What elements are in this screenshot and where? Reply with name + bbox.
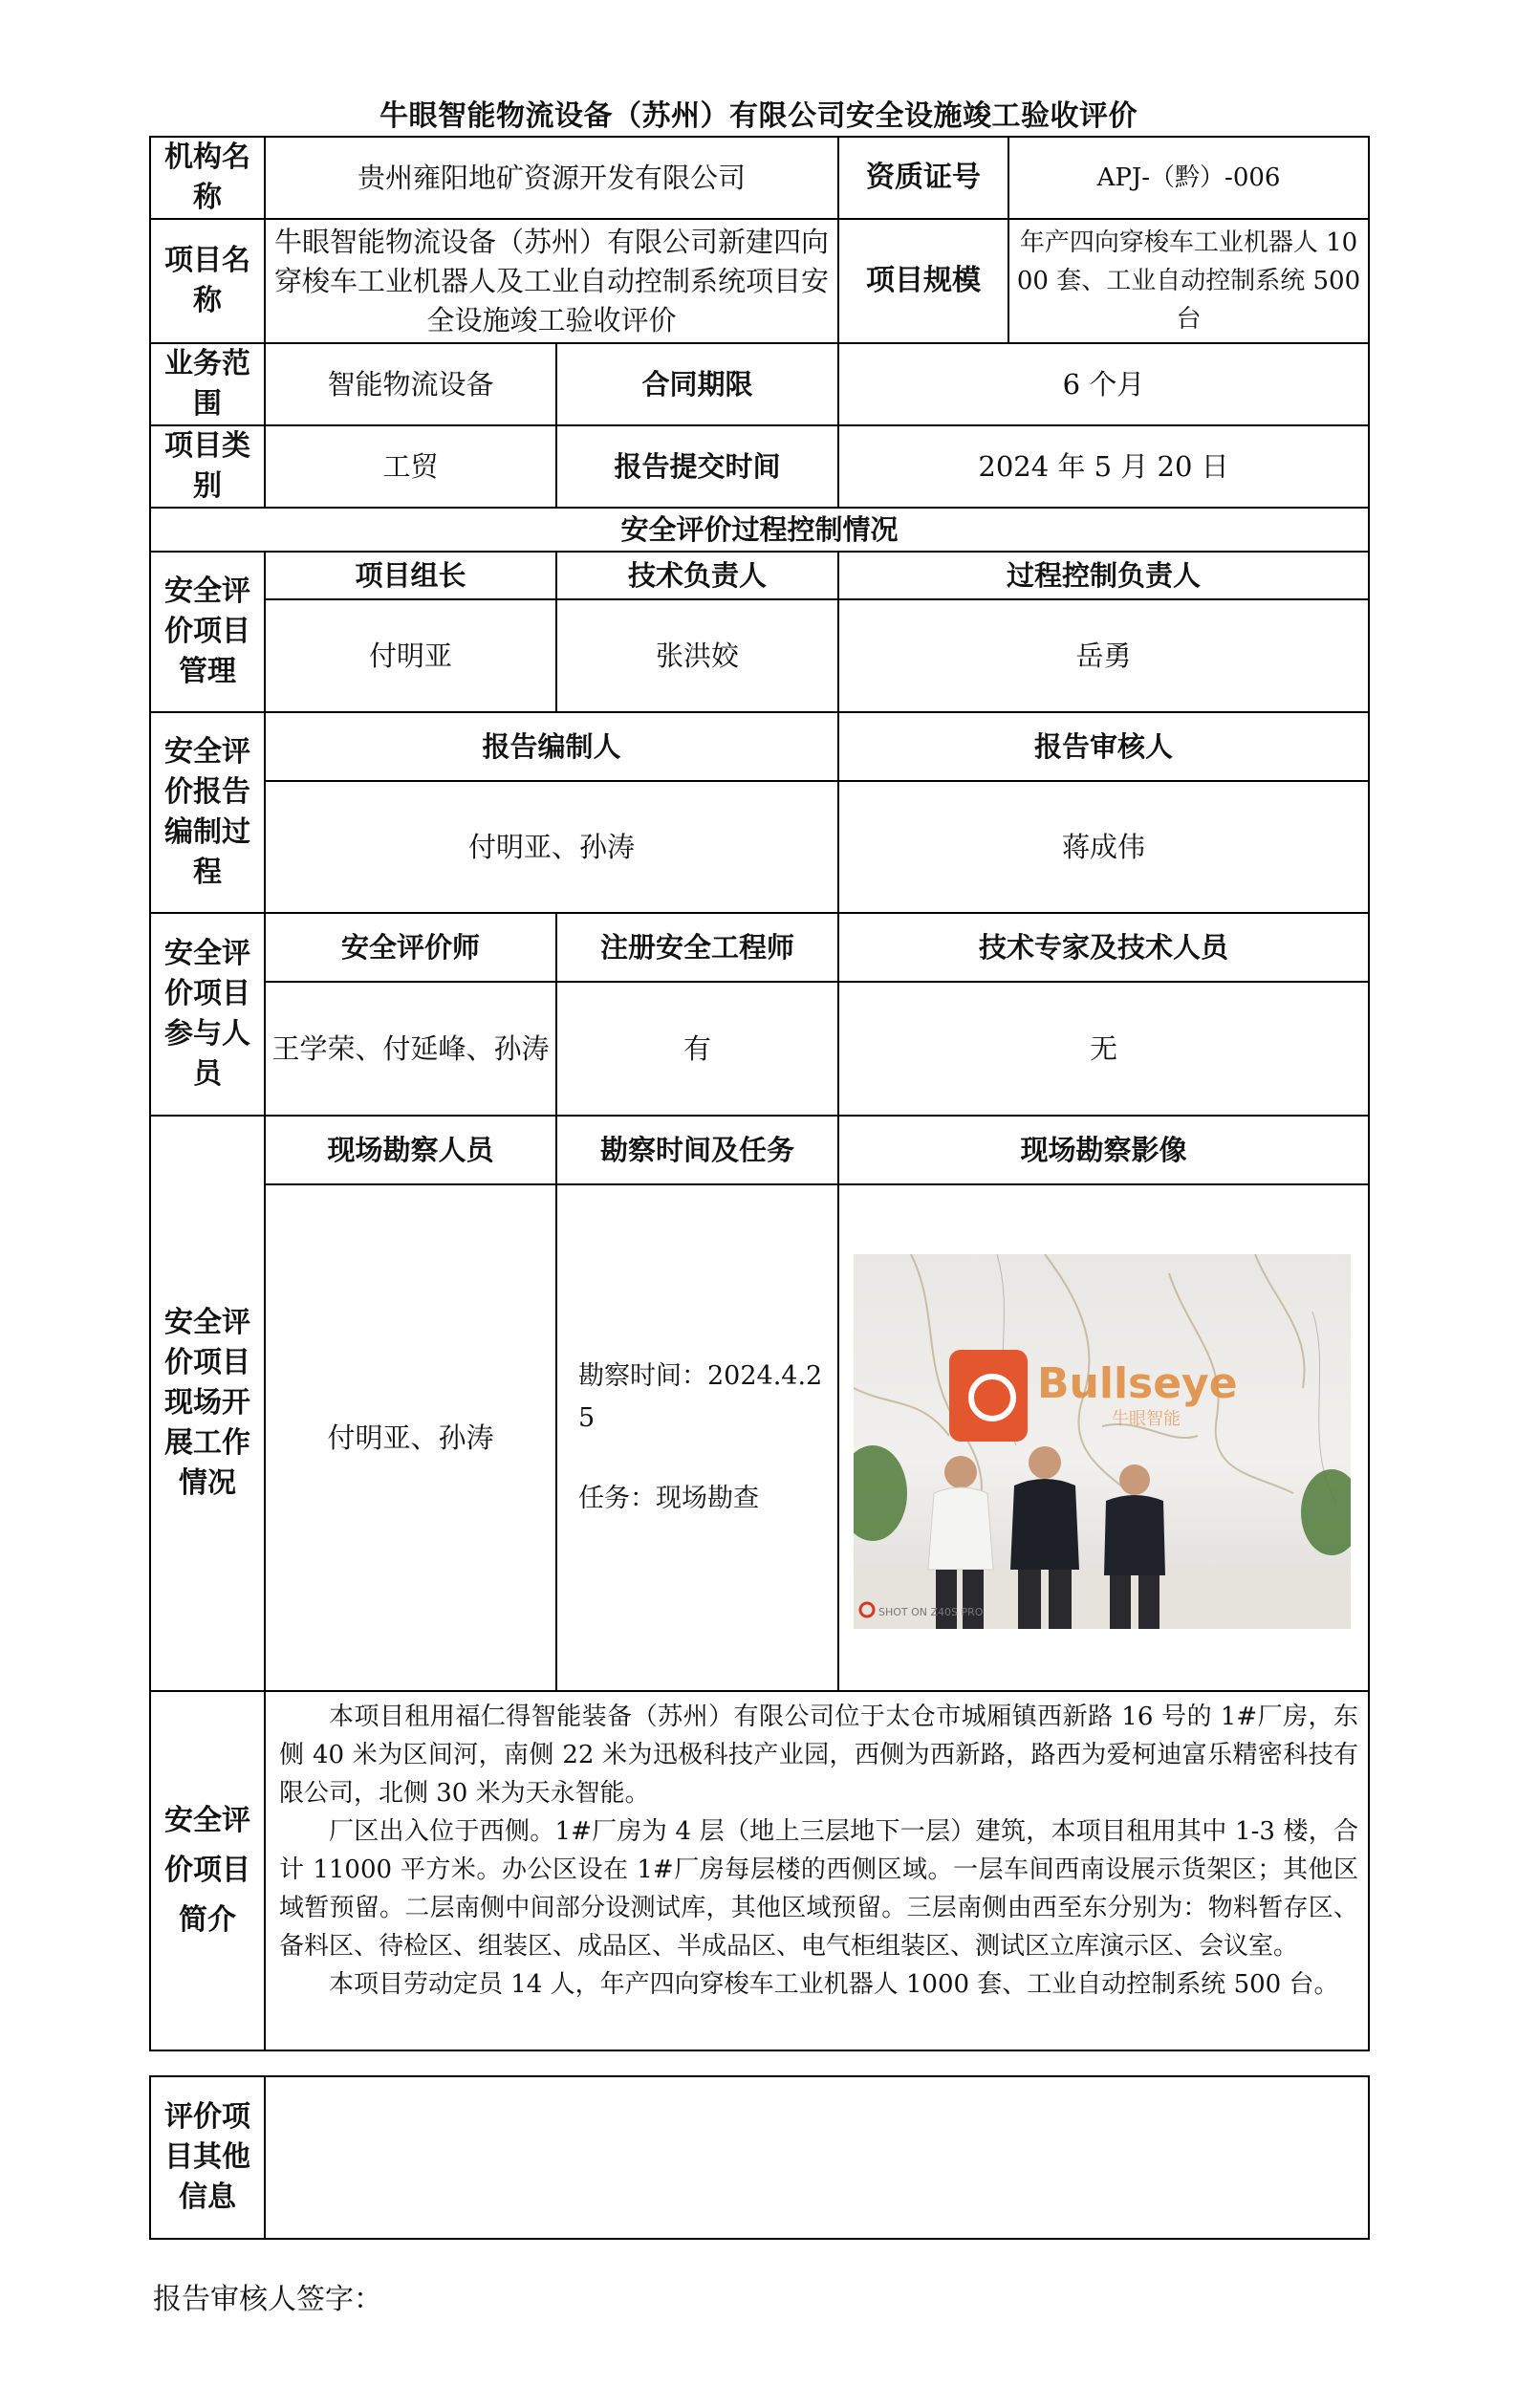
site-photo-cell: [838, 1184, 1369, 1691]
leader-value: 付明亚: [265, 599, 556, 712]
site-photo: [854, 1254, 1351, 1629]
members-label: 安全评价项目参与人员: [150, 913, 265, 1116]
intro-paragraph-3: 本项目劳动定员 14 人，年产四向穿梭车工业机器人 1000 套、工业自动控制系统 500 台。: [329, 1970, 1339, 1999]
site-time-task: [556, 1184, 838, 1691]
intro-paragraph-1: 本项目租用福仁得智能装备（苏州）有限公司位于太仓市城厢镇西新路 16 号的 1#厂房，东侧 40 米为区间河，南侧 22 米为迅极科技产业园，西侧为西新路，路西为爱柯迪富乐精密科技有限公司，北侧 30 米为天永智能。: [279, 1703, 1359, 1808]
process-section-title: 安全评价过程控制情况: [150, 508, 1369, 552]
org-value: 贵州雍阳地矿资源开发有限公司: [265, 137, 838, 219]
engineer-value: 有: [556, 982, 838, 1116]
scope-value: 智能物流设备: [265, 343, 556, 425]
report-process-label: 安全评价报告编制过程: [150, 712, 265, 913]
site-staff-header: 现场勘察人员: [265, 1116, 556, 1184]
expert-value: 无: [838, 982, 1369, 1116]
brand-logo-text: Bullseye: [1037, 1359, 1238, 1408]
main-table: [149, 136, 1370, 2051]
reviewer-header: 报告审核人: [838, 712, 1369, 781]
scale-value: 年产四向穿梭车工业机器人 1000 套、工业自动控制系统 500 台: [1008, 219, 1369, 343]
tech-lead-value: 张洪姣: [556, 599, 838, 712]
evaluator-value: 王学荣、付延峰、孙涛: [265, 982, 556, 1116]
site-time-header: 勘察时间及任务: [556, 1116, 838, 1184]
site-work-label: 安全评价项目现场开展工作情况: [150, 1116, 265, 1691]
contract-value: 6 个月: [838, 343, 1369, 425]
engineer-header: 注册安全工程师: [556, 913, 838, 982]
site-photo-image: [854, 1254, 1351, 1629]
brand-logo-cn: 牛眼智能: [1112, 1409, 1181, 1429]
site-time-value: 勘察时间：2024.4.25: [578, 1361, 823, 1433]
other-info-value: [265, 2076, 1369, 2239]
submit-label: 报告提交时间: [556, 425, 838, 508]
project-intro-label: 安全评价项目简介: [150, 1691, 265, 2050]
leader-header: 项目组长: [265, 552, 556, 599]
project-name-label: 项目名称: [150, 219, 265, 343]
expert-header: 技术专家及技术人员: [838, 913, 1369, 982]
tech-lead-header: 技术负责人: [556, 552, 838, 599]
site-photo-header: 现场勘察影像: [838, 1116, 1369, 1184]
type-value: 工贸: [265, 425, 556, 508]
contract-label: 合同期限: [556, 343, 838, 425]
other-info-table: [149, 2075, 1370, 2240]
author-header: 报告编制人: [265, 712, 838, 781]
author-value: 付明亚、孙涛: [265, 781, 838, 913]
management-label: 安全评价项目管理: [150, 552, 265, 712]
photo-watermark: SHOT ON Z40S PRO: [878, 1606, 984, 1618]
evaluator-header: 安全评价师: [265, 913, 556, 982]
site-staff-value: 付明亚、孙涛: [265, 1184, 556, 1691]
type-label: 项目类别: [150, 425, 265, 508]
project-intro: [265, 1691, 1369, 2050]
reviewer-value: 蒋成伟: [838, 781, 1369, 913]
intro-paragraph-2: 厂区出入位于西侧。1#厂房为 4 层（地上三层地下一层）建筑，本项目租用其中 1-3 楼，合计 11000 平方米。办公区设在 1#厂房每层楼的西侧区域。一层车间西南设展示货架区；其他区域暂预留。二层南侧中间部分设测试库，其他区域预留。三层南侧由西至东分别为：物料暂存区、备料区、待检区、组装区、成品区、半成品区、电气柜组装区、测试区立库演示区、会议室。: [279, 1817, 1359, 1961]
process-control-header: 过程控制负责人: [838, 552, 1369, 599]
submit-value: 2024 年 5 月 20 日: [838, 425, 1369, 508]
project-name-value: 牛眼智能物流设备（苏州）有限公司新建四向穿梭车工业机器人及工业自动控制系统项目安全设施竣工验收评价: [265, 219, 838, 343]
scale-label: 项目规模: [838, 219, 1008, 343]
reviewer-signature-label: 报告审核人签字：: [153, 2283, 382, 2316]
cert-value: APJ-（黔）-006: [1008, 137, 1369, 219]
process-control-value: 岳勇: [838, 599, 1369, 712]
org-label: 机构名称: [150, 137, 265, 219]
site-task-value: 任务：现场勘查: [578, 1484, 759, 1513]
document-title: 牛眼智能物流设备（苏州）有限公司安全设施竣工验收评价: [379, 99, 1138, 133]
cert-label: 资质证号: [838, 137, 1008, 219]
scope-label: 业务范围: [150, 343, 265, 425]
other-info-label: 评价项目其他信息: [150, 2076, 265, 2239]
